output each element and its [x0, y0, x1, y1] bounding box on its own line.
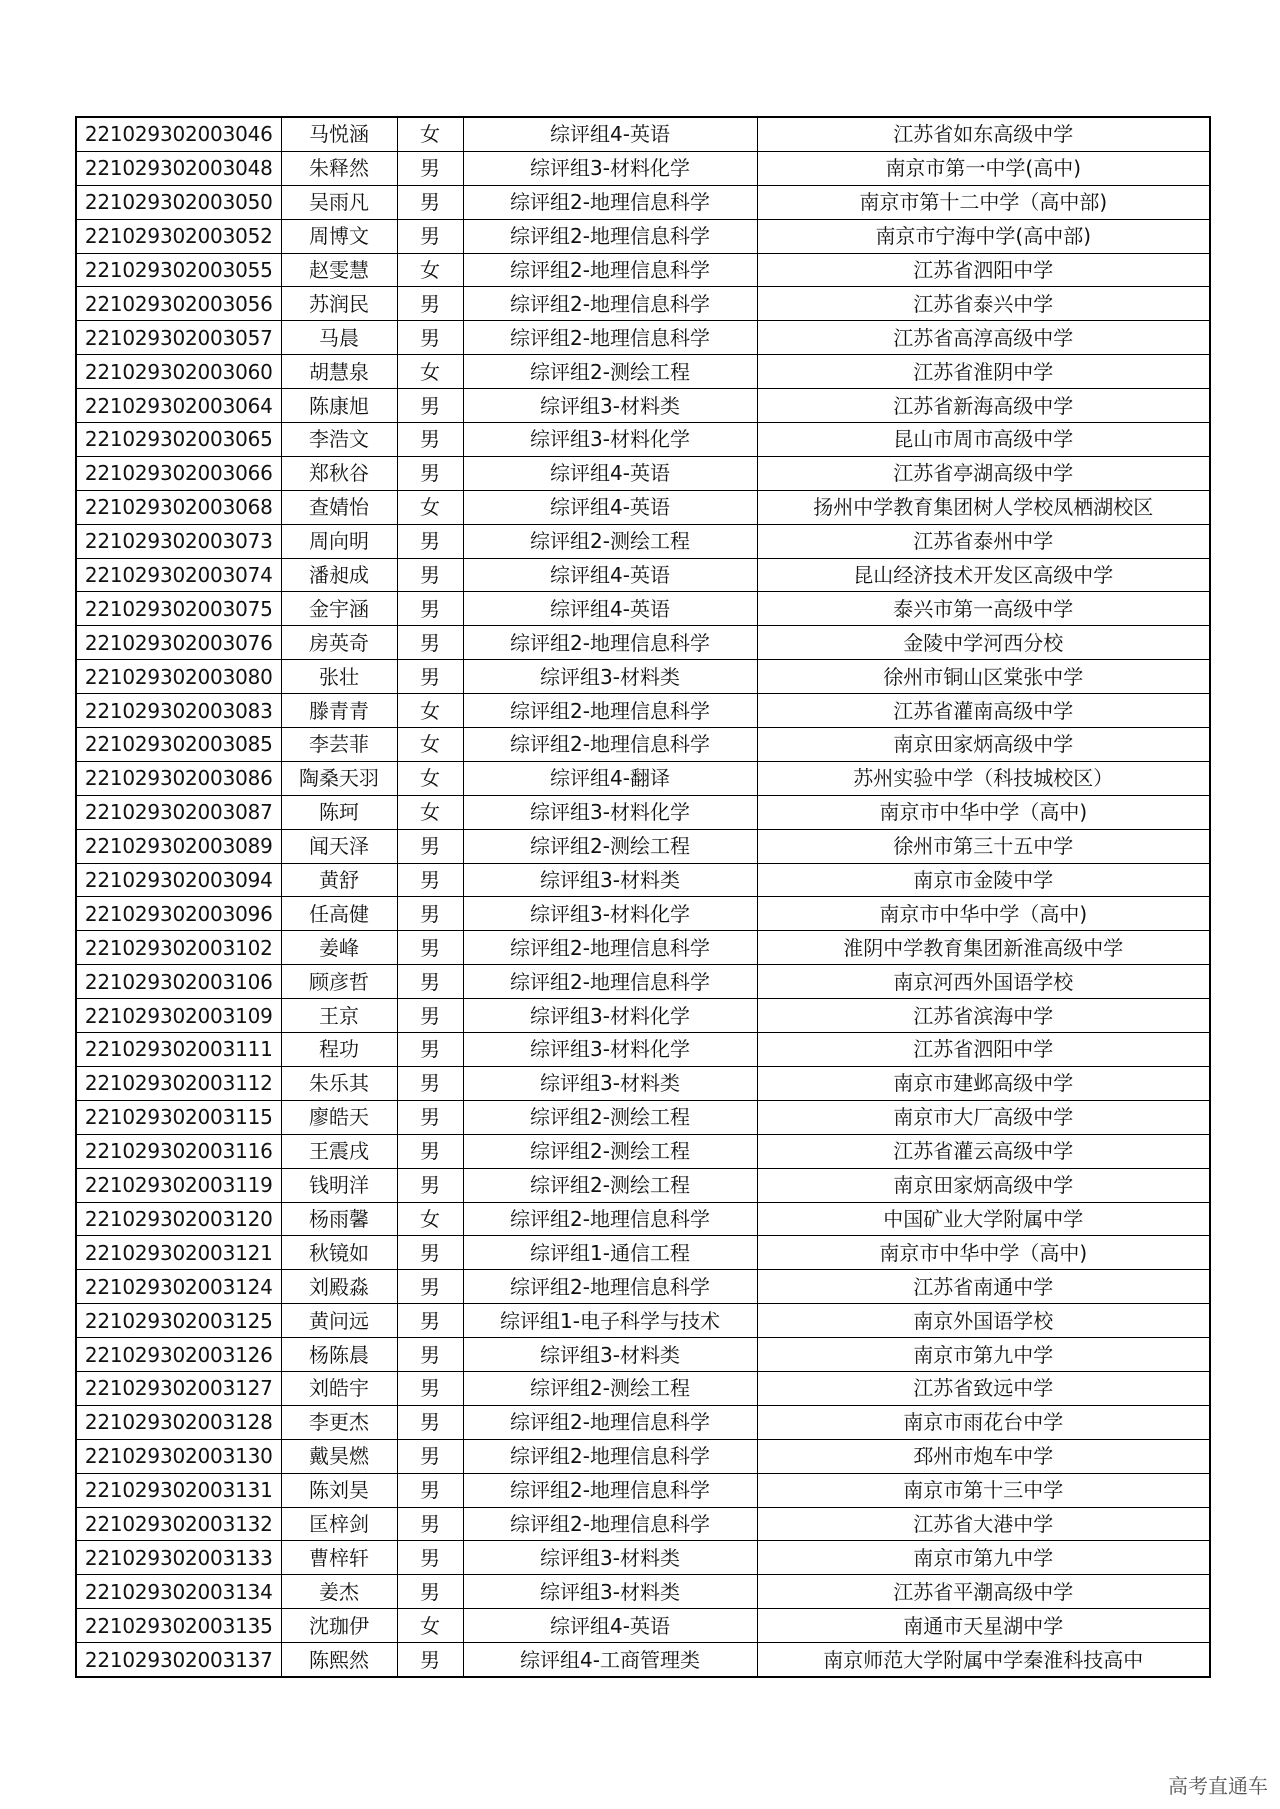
student-name-cell: 查婧怡: [281, 490, 397, 524]
table-row: [76, 219, 1210, 253]
high-school-cell: 南京外国语学校: [757, 1304, 1210, 1338]
student-name-cell: 匡梓剑: [281, 1507, 397, 1541]
high-school-cell: 淮阴中学教育集团新淮高级中学: [757, 931, 1210, 965]
student-name-cell: 李更杰: [281, 1405, 397, 1439]
high-school-cell: 江苏省泗阳中学: [757, 1033, 1210, 1067]
gender-cell: 男: [397, 1643, 463, 1677]
high-school-cell: 江苏省泰兴中学: [757, 287, 1210, 321]
student-name-cell: 杨雨馨: [281, 1202, 397, 1236]
student-id-cell: 221029302003052: [76, 219, 281, 253]
high-school-cell: 昆山经济技术开发区高级中学: [757, 558, 1210, 592]
table-row: [76, 1575, 1210, 1609]
student-id-cell: 221029302003085: [76, 728, 281, 762]
high-school-cell: 扬州中学教育集团树人学校凤栖湖校区: [757, 490, 1210, 524]
table-row: [76, 423, 1210, 457]
major-group-cell: 综评组2-地理信息科学: [463, 626, 757, 660]
student-id-cell: 221029302003133: [76, 1541, 281, 1575]
major-group-cell: 综评组2-测绘工程: [463, 1168, 757, 1202]
student-id-cell: 221029302003068: [76, 490, 281, 524]
major-group-cell: 综评组4-英语: [463, 558, 757, 592]
high-school-cell: 江苏省新海高级中学: [757, 389, 1210, 423]
gender-cell: 男: [397, 1439, 463, 1473]
major-group-cell: 综评组3-材料类: [463, 660, 757, 694]
high-school-cell: 江苏省平潮高级中学: [757, 1575, 1210, 1609]
student-name-cell: 钱明洋: [281, 1168, 397, 1202]
gender-cell: 男: [397, 660, 463, 694]
high-school-cell: 金陵中学河西分校: [757, 626, 1210, 660]
student-id-cell: 221029302003083: [76, 694, 281, 728]
student-name-cell: 姜杰: [281, 1575, 397, 1609]
student-name-cell: 张壮: [281, 660, 397, 694]
gender-cell: 女: [397, 1609, 463, 1643]
major-group-cell: 综评组2-地理信息科学: [463, 1270, 757, 1304]
major-group-cell: 综评组1-通信工程: [463, 1236, 757, 1270]
student-id-cell: 221029302003073: [76, 524, 281, 558]
major-group-cell: 综评组3-材料类: [463, 1575, 757, 1609]
student-id-cell: 221029302003046: [76, 117, 281, 151]
student-id-cell: 221029302003137: [76, 1643, 281, 1677]
student-name-cell: 陈珂: [281, 795, 397, 829]
student-id-cell: 221029302003080: [76, 660, 281, 694]
table-row: [76, 1643, 1210, 1677]
student-id-cell: 221029302003065: [76, 423, 281, 457]
high-school-cell: 中国矿业大学附属中学: [757, 1202, 1210, 1236]
major-group-cell: 综评组2-地理信息科学: [463, 931, 757, 965]
table-row: [76, 931, 1210, 965]
gender-cell: 男: [397, 1371, 463, 1405]
high-school-cell: 昆山市周市高级中学: [757, 423, 1210, 457]
major-group-cell: 综评组2-地理信息科学: [463, 1507, 757, 1541]
gender-cell: 男: [397, 1236, 463, 1270]
student-id-cell: 221029302003089: [76, 829, 281, 863]
major-group-cell: 综评组3-材料化学: [463, 795, 757, 829]
gender-cell: 男: [397, 1405, 463, 1439]
table-row: [76, 558, 1210, 592]
admission-list-body: [76, 117, 1210, 1677]
gender-cell: 女: [397, 1202, 463, 1236]
table-row: [76, 1541, 1210, 1575]
gender-cell: 男: [397, 1033, 463, 1067]
gender-cell: 男: [397, 592, 463, 626]
student-id-cell: 221029302003119: [76, 1168, 281, 1202]
student-name-cell: 廖皓天: [281, 1100, 397, 1134]
high-school-cell: 南京师范大学附属中学秦淮科技高中: [757, 1643, 1210, 1677]
major-group-cell: 综评组3-材料类: [463, 1066, 757, 1100]
student-id-cell: 221029302003121: [76, 1236, 281, 1270]
major-group-cell: 综评组2-地理信息科学: [463, 1439, 757, 1473]
gender-cell: 男: [397, 897, 463, 931]
high-school-cell: 南京市金陵中学: [757, 863, 1210, 897]
student-id-cell: 221029302003076: [76, 626, 281, 660]
student-name-cell: 刘殿淼: [281, 1270, 397, 1304]
major-group-cell: 综评组4-英语: [463, 1609, 757, 1643]
student-id-cell: 221029302003128: [76, 1405, 281, 1439]
student-id-cell: 221029302003050: [76, 185, 281, 219]
major-group-cell: 综评组4-工商管理类: [463, 1643, 757, 1677]
gender-cell: 男: [397, 829, 463, 863]
high-school-cell: 邳州市炮车中学: [757, 1439, 1210, 1473]
student-id-cell: 221029302003130: [76, 1439, 281, 1473]
high-school-cell: 江苏省灌南高级中学: [757, 694, 1210, 728]
gender-cell: 男: [397, 626, 463, 660]
student-name-cell: 朱释然: [281, 151, 397, 185]
table-row: [76, 456, 1210, 490]
student-name-cell: 朱乐其: [281, 1066, 397, 1100]
major-group-cell: 综评组3-材料类: [463, 389, 757, 423]
gender-cell: 女: [397, 117, 463, 151]
student-name-cell: 任高健: [281, 897, 397, 931]
gender-cell: 男: [397, 1304, 463, 1338]
student-name-cell: 沈珈伊: [281, 1609, 397, 1643]
student-name-cell: 赵雯慧: [281, 253, 397, 287]
major-group-cell: 综评组2-地理信息科学: [463, 219, 757, 253]
high-school-cell: 南京市建邺高级中学: [757, 1066, 1210, 1100]
major-group-cell: 综评组4-英语: [463, 117, 757, 151]
table-row: [76, 1066, 1210, 1100]
major-group-cell: 综评组2-测绘工程: [463, 1371, 757, 1405]
student-name-cell: 马晨: [281, 321, 397, 355]
student-name-cell: 潘昶成: [281, 558, 397, 592]
table-row: [76, 728, 1210, 762]
high-school-cell: 南京市雨花台中学: [757, 1405, 1210, 1439]
table-row: [76, 490, 1210, 524]
major-group-cell: 综评组4-英语: [463, 592, 757, 626]
student-id-cell: 221029302003066: [76, 456, 281, 490]
gender-cell: 女: [397, 761, 463, 795]
table-row: [76, 592, 1210, 626]
student-id-cell: 221029302003111: [76, 1033, 281, 1067]
table-row: [76, 897, 1210, 931]
student-name-cell: 苏润民: [281, 287, 397, 321]
gender-cell: 男: [397, 1066, 463, 1100]
student-name-cell: 李浩文: [281, 423, 397, 457]
table-row: [76, 694, 1210, 728]
student-name-cell: 陶桑天羽: [281, 761, 397, 795]
major-group-cell: 综评组3-材料类: [463, 1541, 757, 1575]
gender-cell: 男: [397, 1134, 463, 1168]
student-id-cell: 221029302003134: [76, 1575, 281, 1609]
student-id-cell: 221029302003102: [76, 931, 281, 965]
high-school-cell: 徐州市铜山区棠张中学: [757, 660, 1210, 694]
gender-cell: 男: [397, 965, 463, 999]
gender-cell: 男: [397, 1338, 463, 1372]
high-school-cell: 南京市第十三中学: [757, 1473, 1210, 1507]
student-id-cell: 221029302003127: [76, 1371, 281, 1405]
high-school-cell: 南京河西外国语学校: [757, 965, 1210, 999]
high-school-cell: 南京市中华中学（高中): [757, 897, 1210, 931]
student-id-cell: 221029302003131: [76, 1473, 281, 1507]
high-school-cell: 南京田家炳高级中学: [757, 1168, 1210, 1202]
high-school-cell: 江苏省亭湖高级中学: [757, 456, 1210, 490]
gender-cell: 女: [397, 795, 463, 829]
table-row: [76, 626, 1210, 660]
table-row: [76, 1371, 1210, 1405]
table-row: [76, 1270, 1210, 1304]
high-school-cell: 江苏省高淳高级中学: [757, 321, 1210, 355]
high-school-cell: 南京市第十二中学（高中部): [757, 185, 1210, 219]
major-group-cell: 综评组2-地理信息科学: [463, 694, 757, 728]
high-school-cell: 南京田家炳高级中学: [757, 728, 1210, 762]
gender-cell: 男: [397, 321, 463, 355]
high-school-cell: 江苏省淮阴中学: [757, 355, 1210, 389]
student-id-cell: 221029302003086: [76, 761, 281, 795]
major-group-cell: 综评组3-材料化学: [463, 423, 757, 457]
major-group-cell: 综评组3-材料类: [463, 1338, 757, 1372]
table-row: [76, 1236, 1210, 1270]
major-group-cell: 综评组4-英语: [463, 456, 757, 490]
student-id-cell: 221029302003096: [76, 897, 281, 931]
student-name-cell: 姜峰: [281, 931, 397, 965]
admission-list-table: [75, 116, 1211, 1678]
high-school-cell: 江苏省如东高级中学: [757, 117, 1210, 151]
student-id-cell: 221029302003115: [76, 1100, 281, 1134]
student-name-cell: 戴昊燃: [281, 1439, 397, 1473]
table-row: [76, 1439, 1210, 1473]
table-row: [76, 253, 1210, 287]
table-row: [76, 1168, 1210, 1202]
student-name-cell: 曹梓轩: [281, 1541, 397, 1575]
high-school-cell: 南京市第一中学(高中): [757, 151, 1210, 185]
major-group-cell: 综评组2-地理信息科学: [463, 728, 757, 762]
student-name-cell: 杨陈晨: [281, 1338, 397, 1372]
table-row: [76, 1405, 1210, 1439]
table-row: [76, 1033, 1210, 1067]
gender-cell: 男: [397, 558, 463, 592]
student-name-cell: 顾彦哲: [281, 965, 397, 999]
major-group-cell: 综评组3-材料化学: [463, 897, 757, 931]
major-group-cell: 综评组2-地理信息科学: [463, 965, 757, 999]
high-school-cell: 苏州实验中学（科技城校区）: [757, 761, 1210, 795]
gender-cell: 男: [397, 287, 463, 321]
watermark-text: 高考直通车: [1168, 1774, 1268, 1798]
student-id-cell: 221029302003109: [76, 999, 281, 1033]
student-name-cell: 黄问远: [281, 1304, 397, 1338]
gender-cell: 男: [397, 151, 463, 185]
high-school-cell: 江苏省泰州中学: [757, 524, 1210, 558]
gender-cell: 男: [397, 389, 463, 423]
student-id-cell: 221029302003126: [76, 1338, 281, 1372]
student-id-cell: 221029302003056: [76, 287, 281, 321]
student-id-cell: 221029302003112: [76, 1066, 281, 1100]
student-name-cell: 陈刘昊: [281, 1473, 397, 1507]
gender-cell: 男: [397, 456, 463, 490]
table-row: [76, 761, 1210, 795]
high-school-cell: 江苏省灌云高级中学: [757, 1134, 1210, 1168]
student-name-cell: 房英奇: [281, 626, 397, 660]
student-name-cell: 马悦涵: [281, 117, 397, 151]
student-id-cell: 221029302003120: [76, 1202, 281, 1236]
major-group-cell: 综评组1-电子科学与技术: [463, 1304, 757, 1338]
major-group-cell: 综评组2-地理信息科学: [463, 253, 757, 287]
student-name-cell: 陈熙然: [281, 1643, 397, 1677]
gender-cell: 男: [397, 1100, 463, 1134]
table-row: [76, 999, 1210, 1033]
gender-cell: 男: [397, 1507, 463, 1541]
major-group-cell: 综评组2-地理信息科学: [463, 1202, 757, 1236]
student-name-cell: 郑秋谷: [281, 456, 397, 490]
student-id-cell: 221029302003087: [76, 795, 281, 829]
student-name-cell: 陈康旭: [281, 389, 397, 423]
table-row: [76, 151, 1210, 185]
student-name-cell: 王震戌: [281, 1134, 397, 1168]
major-group-cell: 综评组2-测绘工程: [463, 355, 757, 389]
gender-cell: 男: [397, 1270, 463, 1304]
major-group-cell: 综评组3-材料类: [463, 863, 757, 897]
gender-cell: 女: [397, 490, 463, 524]
student-id-cell: 221029302003075: [76, 592, 281, 626]
gender-cell: 男: [397, 1541, 463, 1575]
major-group-cell: 综评组2-测绘工程: [463, 1100, 757, 1134]
high-school-cell: 泰兴市第一高级中学: [757, 592, 1210, 626]
table-row: [76, 1100, 1210, 1134]
table-row: [76, 1609, 1210, 1643]
major-group-cell: 综评组4-翻译: [463, 761, 757, 795]
gender-cell: 男: [397, 931, 463, 965]
high-school-cell: 江苏省大港中学: [757, 1507, 1210, 1541]
high-school-cell: 江苏省南通中学: [757, 1270, 1210, 1304]
table-row: [76, 795, 1210, 829]
student-id-cell: 221029302003106: [76, 965, 281, 999]
table-row: [76, 287, 1210, 321]
gender-cell: 男: [397, 1168, 463, 1202]
table-row: [76, 185, 1210, 219]
gender-cell: 男: [397, 1473, 463, 1507]
student-id-cell: 221029302003060: [76, 355, 281, 389]
gender-cell: 男: [397, 999, 463, 1033]
high-school-cell: 南京市大厂高级中学: [757, 1100, 1210, 1134]
student-id-cell: 221029302003135: [76, 1609, 281, 1643]
high-school-cell: 南京市中华中学（高中): [757, 795, 1210, 829]
student-name-cell: 周向明: [281, 524, 397, 558]
student-id-cell: 221029302003074: [76, 558, 281, 592]
gender-cell: 女: [397, 728, 463, 762]
major-group-cell: 综评组3-材料化学: [463, 999, 757, 1033]
table-row: [76, 524, 1210, 558]
student-name-cell: 金宇涵: [281, 592, 397, 626]
student-name-cell: 黄舒: [281, 863, 397, 897]
major-group-cell: 综评组2-地理信息科学: [463, 1405, 757, 1439]
major-group-cell: 综评组4-英语: [463, 490, 757, 524]
major-group-cell: 综评组3-材料化学: [463, 151, 757, 185]
gender-cell: 女: [397, 355, 463, 389]
high-school-cell: 江苏省泗阳中学: [757, 253, 1210, 287]
table-row: [76, 965, 1210, 999]
high-school-cell: 南京市宁海中学(高中部): [757, 219, 1210, 253]
table-row: [76, 660, 1210, 694]
gender-cell: 男: [397, 423, 463, 457]
student-id-cell: 221029302003048: [76, 151, 281, 185]
major-group-cell: 综评组2-测绘工程: [463, 829, 757, 863]
gender-cell: 男: [397, 219, 463, 253]
student-name-cell: 刘皓宇: [281, 1371, 397, 1405]
high-school-cell: 南京市第九中学: [757, 1338, 1210, 1372]
table-row: [76, 389, 1210, 423]
student-id-cell: 221029302003124: [76, 1270, 281, 1304]
student-name-cell: 吴雨凡: [281, 185, 397, 219]
student-name-cell: 王京: [281, 999, 397, 1033]
student-name-cell: 闻天泽: [281, 829, 397, 863]
table-row: [76, 321, 1210, 355]
major-group-cell: 综评组2-地理信息科学: [463, 185, 757, 219]
gender-cell: 男: [397, 185, 463, 219]
major-group-cell: 综评组2-测绘工程: [463, 1134, 757, 1168]
major-group-cell: 综评组3-材料化学: [463, 1033, 757, 1067]
table-row: [76, 1134, 1210, 1168]
student-id-cell: 221029302003057: [76, 321, 281, 355]
student-id-cell: 221029302003125: [76, 1304, 281, 1338]
table-row: [76, 1304, 1210, 1338]
major-group-cell: 综评组2-地理信息科学: [463, 1473, 757, 1507]
high-school-cell: 江苏省滨海中学: [757, 999, 1210, 1033]
table-row: [76, 1202, 1210, 1236]
student-name-cell: 秋镜如: [281, 1236, 397, 1270]
table-row: [76, 1507, 1210, 1541]
student-name-cell: 李芸菲: [281, 728, 397, 762]
student-id-cell: 221029302003116: [76, 1134, 281, 1168]
student-name-cell: 胡慧泉: [281, 355, 397, 389]
student-id-cell: 221029302003132: [76, 1507, 281, 1541]
student-name-cell: 滕青青: [281, 694, 397, 728]
gender-cell: 女: [397, 253, 463, 287]
major-group-cell: 综评组2-地理信息科学: [463, 287, 757, 321]
high-school-cell: 江苏省致远中学: [757, 1371, 1210, 1405]
major-group-cell: 综评组2-地理信息科学: [463, 321, 757, 355]
gender-cell: 男: [397, 1575, 463, 1609]
table-row: [76, 117, 1210, 151]
table-row: [76, 1338, 1210, 1372]
student-id-cell: 221029302003064: [76, 389, 281, 423]
gender-cell: 女: [397, 694, 463, 728]
gender-cell: 男: [397, 863, 463, 897]
high-school-cell: 南京市第九中学: [757, 1541, 1210, 1575]
table-row: [76, 829, 1210, 863]
table-row: [76, 1473, 1210, 1507]
student-name-cell: 程功: [281, 1033, 397, 1067]
high-school-cell: 南京市中华中学（高中): [757, 1236, 1210, 1270]
high-school-cell: 徐州市第三十五中学: [757, 829, 1210, 863]
student-name-cell: 周博文: [281, 219, 397, 253]
student-id-cell: 221029302003055: [76, 253, 281, 287]
high-school-cell: 南通市天星湖中学: [757, 1609, 1210, 1643]
table-row: [76, 355, 1210, 389]
student-id-cell: 221029302003094: [76, 863, 281, 897]
table-row: [76, 863, 1210, 897]
major-group-cell: 综评组2-测绘工程: [463, 524, 757, 558]
gender-cell: 男: [397, 524, 463, 558]
